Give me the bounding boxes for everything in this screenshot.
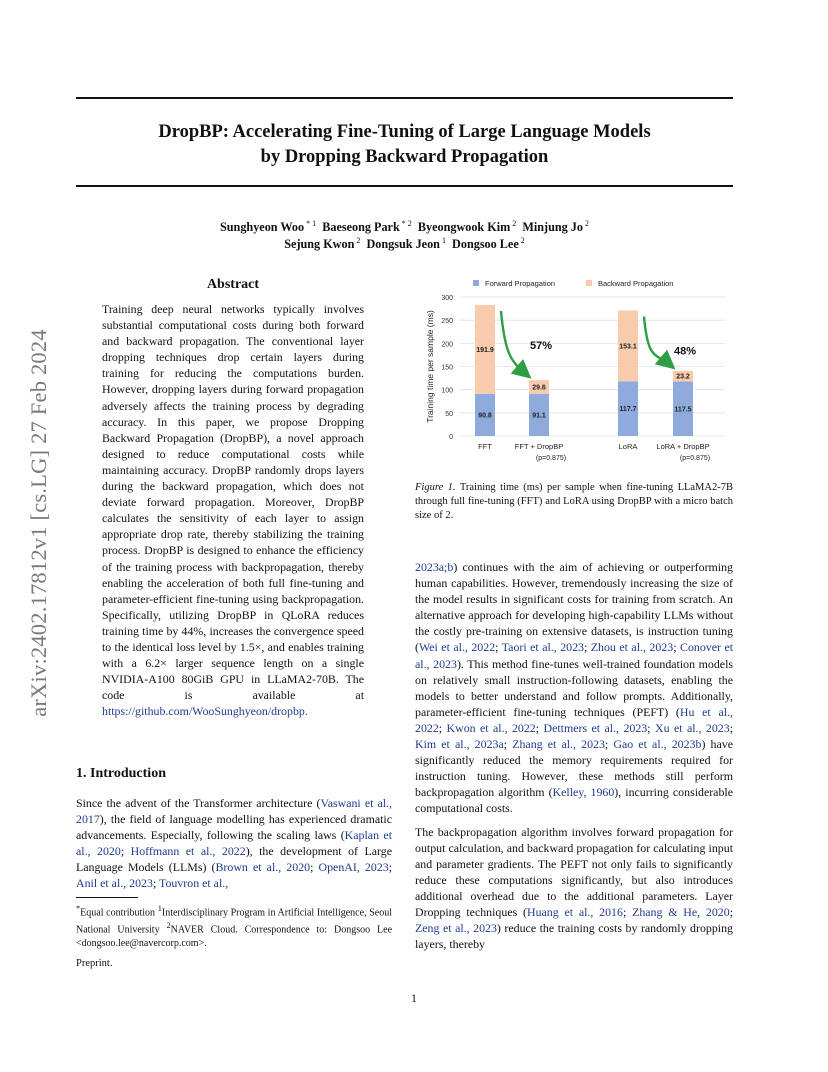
citation-link[interactable]: Hoffmann et al., 2022 <box>130 844 246 859</box>
y-tick-label: 250 <box>441 318 453 326</box>
paragraph-text: ; <box>535 720 544 735</box>
legend-swatch <box>473 280 479 286</box>
paragraph-text: ), incurring considerable computational costs. <box>415 785 733 816</box>
paragraph-text: ) reduce the training costs by randomly dropping layers, thereby <box>415 921 733 952</box>
footnote-marker: * <box>76 904 81 913</box>
footnote-text-3: NAVER Cloud. Correspondence to: Dongsoo Lee <dongsoo.lee@navercorp.com>. <box>76 924 393 949</box>
paragraph-text: Since the advent of the Transformer architecture ( <box>76 796 321 810</box>
bar-value-label: 117.5 <box>674 406 692 414</box>
author-affiliation-marker: * 1 <box>304 219 317 228</box>
citation-link[interactable]: Gao et al., 2023b <box>613 737 702 752</box>
paragraph-text: ), the development of Large Language Models (LLMs) ( <box>76 844 392 875</box>
paragraph-text: ; <box>388 860 392 875</box>
paragraph-text: ; <box>495 640 502 655</box>
paragraph-text: ; <box>438 720 447 735</box>
citation-link[interactable]: Zhou et al., 2023 <box>590 640 674 655</box>
author-name: Dongsoo Lee <box>452 237 519 252</box>
citation-link[interactable]: Zhang & He, 2020 <box>632 904 730 919</box>
y-tick-label: 150 <box>441 364 453 372</box>
code-link[interactable]: https://github.com/WooSunghyeon/dropbp. <box>102 704 308 719</box>
x-category-label: FFT + DropBP <box>514 442 564 451</box>
citation-link[interactable]: Hu et al., 2022 <box>415 704 733 735</box>
paragraph-text: ). This method fine-tunes well-trained foundation models on relatively small instruction-following datasets, enabling the models to better understand and follow prompts. Additionally, parameter-efficient fine-tuning techniques (PEFT) ( <box>415 656 734 719</box>
citation-link[interactable]: Taori et al., 2023 <box>501 640 584 655</box>
author-affiliation-marker: 1 <box>439 236 446 245</box>
bar-value-label: 90.8 <box>478 412 492 420</box>
right-paragraph-1 <box>415 559 733 817</box>
author-name: Dongsuk Jeon <box>366 237 440 252</box>
abstract-text: Training deep neural networks typically involves substantial computational costs during both forward and backward propagation. The conventional layer dropping techniques drop certain layers during training for reducing the computations burden. However, dropping layers during forward propagation adversely affects the training process by degrading accuracy. In this paper, we propose Dropping Backward Propagation (DropBP), a novel approach designed to reduce computational costs while maintaining accuracy. DropBP randomly drops layers during the backward propagation, which does not deviate forward propagation. Moreover, DropBP calculates the sensitivity of each layer to assign appropriate drop rate, thereby stabilizing the training process. DropBP is designed to enhance the efficiency of the training process with backpropagation, thereby enabling the acceleration of both full fine-tuning and parameter-efficient fine-tuning using backpropagation. Specifically, utilizing DropBP in QLoRA reduces training time by 44%, increases the convergence speed to the identical loss level by 1.5×, and enables training with a 6.2× larger sequence length on a single NVIDIA-A100 80GiB GPU in LLaMA2-70B. The code is available at <box>102 302 364 703</box>
paragraph-text: ; <box>673 640 681 655</box>
citation-link[interactable]: Dettmers et al., 2023 <box>543 720 648 735</box>
introduction-heading: 1. Introduction <box>76 766 166 781</box>
paragraph-text: ) continues with the aim of achieving or outperforming human capabilities. However, tremendously increasing the size of the model results in significant costs for training from scratch. An alternative approach for developing high-capability LLMs without the costly pre-training on extensive datasets, is instruction tuning ( <box>415 560 733 655</box>
y-tick-label: 50 <box>445 410 453 418</box>
citation-link[interactable]: Vaswani et al., 2017 <box>76 796 392 827</box>
y-axis-label: Training time per sample (ms) <box>425 310 435 423</box>
bar-value-label: 29.6 <box>532 384 546 392</box>
y-tick-label: 100 <box>441 387 453 395</box>
bar-value-label: 23.2 <box>676 373 690 381</box>
citation-link[interactable]: Anil et al., 2023 <box>76 876 153 891</box>
x-category-sublabel: (p=0.875) <box>679 455 711 462</box>
citation-link[interactable]: OpenAI, 2023 <box>318 860 389 875</box>
y-tick-label: 200 <box>441 341 453 349</box>
paper-title-line-1: DropBP: Accelerating Fine-Tuning of Large Language Models <box>158 122 651 142</box>
figure-1-caption <box>415 481 733 523</box>
citation-link[interactable]: Kwon et al., 2022 <box>446 720 536 735</box>
footnote-text-2: Interdisciplinary Program in Artificial Intelligence, Seoul National University <box>76 907 392 936</box>
paragraph-text: ; <box>647 720 655 735</box>
footnote-rule <box>76 897 138 898</box>
x-category-label: LoRA <box>618 442 638 451</box>
preprint-note: Preprint. <box>76 958 113 969</box>
author-affiliation-marker: 2 <box>583 219 589 228</box>
author-list-line-2 <box>76 232 733 253</box>
abstract-body <box>102 301 364 719</box>
title-bottom-rule <box>76 185 733 187</box>
citation-link[interactable]: Touvron et al., <box>159 876 229 891</box>
citation-link[interactable]: Kaplan et al., 2020 <box>76 828 392 859</box>
paragraph-text: ; <box>622 904 633 919</box>
author-name: Sunghyeon Woo <box>220 220 305 235</box>
paragraph-text: ; <box>503 737 513 752</box>
legend-swatch <box>586 280 592 286</box>
author-name: Byeongwook Kim <box>417 220 511 235</box>
abstract-heading: Abstract <box>206 277 260 292</box>
arxiv-identifier <box>18 288 60 758</box>
right-column-text <box>415 559 733 952</box>
footnote-text-1: Equal contribution <box>80 907 158 919</box>
legend-label: Backward Propagation <box>598 279 674 288</box>
bar-value-label: 191.9 <box>476 346 494 354</box>
citation-link[interactable]: Kelley, 1960 <box>552 785 615 800</box>
paragraph-text: ; <box>310 860 319 875</box>
paragraph-text: ; <box>729 720 733 735</box>
paragraph-text: ; <box>729 904 733 919</box>
paragraph-text: ), the field of language modelling has experienced dramatic advancements. Especially, following the scaling laws ( <box>76 812 392 843</box>
citation-link[interactable]: Brown et al., 2020 <box>215 860 311 875</box>
bar-value-label: 153.1 <box>619 343 637 351</box>
author-affiliation-marker: * 2 <box>399 219 412 228</box>
bar-value-label: 117.7 <box>619 406 637 414</box>
page-number: 1 <box>411 991 417 1005</box>
paragraph-text: ; <box>152 876 160 891</box>
author-affiliation-marker: 2 <box>510 219 517 228</box>
citation-link[interactable]: Conover et al., 2023 <box>415 640 734 671</box>
reduction-percentage: 57% <box>529 340 553 353</box>
x-category-label: FFT <box>478 442 492 451</box>
paragraph-text: The backpropagation algorithm involves forward propagation for output calculation, and backward propagation for calculating input and parameter gradients. The PEFT not only fails to significantly reduce these computations significantly, but also introduces additional overhead due to the additional parameters. Layer Dropping techniques ( <box>415 824 733 919</box>
arxiv-identifier-text: arXiv:2402.17812v1 [cs.LG] 27 Feb 2024 <box>26 329 51 717</box>
paragraph-text: ; <box>120 844 131 859</box>
citation-link[interactable]: Kim et al., 2023a <box>415 737 504 752</box>
citation-link[interactable]: Xu et al., 2023 <box>654 720 730 735</box>
y-tick-label: 300 <box>441 295 453 302</box>
author-name: Sejung Kwon <box>284 237 355 252</box>
figure-1-chart <box>415 272 733 472</box>
reduction-percentage: 48% <box>673 345 697 358</box>
citation-link[interactable]: Huang et al., 2016 <box>526 904 623 919</box>
paragraph-text: ; <box>604 737 614 752</box>
legend-label: Forward Propagation <box>485 279 556 288</box>
paper-title <box>76 120 733 170</box>
author-affiliation-marker: 2 <box>518 236 525 245</box>
citation-link[interactable]: 2023a;b <box>415 560 454 574</box>
right-paragraph-2 <box>415 824 733 953</box>
author-affiliation-marker: 2 <box>354 236 361 245</box>
introduction-paragraph <box>76 795 392 892</box>
paragraph-text: ) have significantly reduced the memory requirements required for instruction tuning. However, these methods still perform backpropagation algorithm ( <box>415 737 733 800</box>
y-tick-label: 0 <box>449 434 453 441</box>
figure-label: Figure 1. <box>415 482 456 493</box>
citation-link[interactable]: Zeng et al., 2023 <box>415 921 497 936</box>
title-top-rule <box>76 97 733 99</box>
footnote <box>76 902 392 950</box>
author-name: Baeseong Park <box>322 220 400 235</box>
figure-caption-text: Training time (ms) per sample when fine-tuning LLaMA2-7B through full fine-tuning (FFT) and LoRA using DropBP with a micro batch size of 2. <box>415 482 733 521</box>
x-category-sublabel: (p=0.875) <box>535 455 567 462</box>
footnote-marker: 1 <box>157 904 162 913</box>
x-category-label: LoRA + DropBP <box>656 442 710 451</box>
bar-value-label: 91.1 <box>532 412 546 420</box>
citation-link[interactable]: Wei et al., 2022 <box>418 640 496 655</box>
author-name: Minjung Jo <box>522 220 583 235</box>
paragraph-text: ; <box>583 640 591 655</box>
citation-link[interactable]: Zhang et al., 2023 <box>512 737 605 752</box>
reduction-arrow <box>644 317 670 365</box>
paper-title-line-2: by Dropping Backward Propagation <box>260 147 549 167</box>
footnote-marker: 2 <box>166 921 171 931</box>
